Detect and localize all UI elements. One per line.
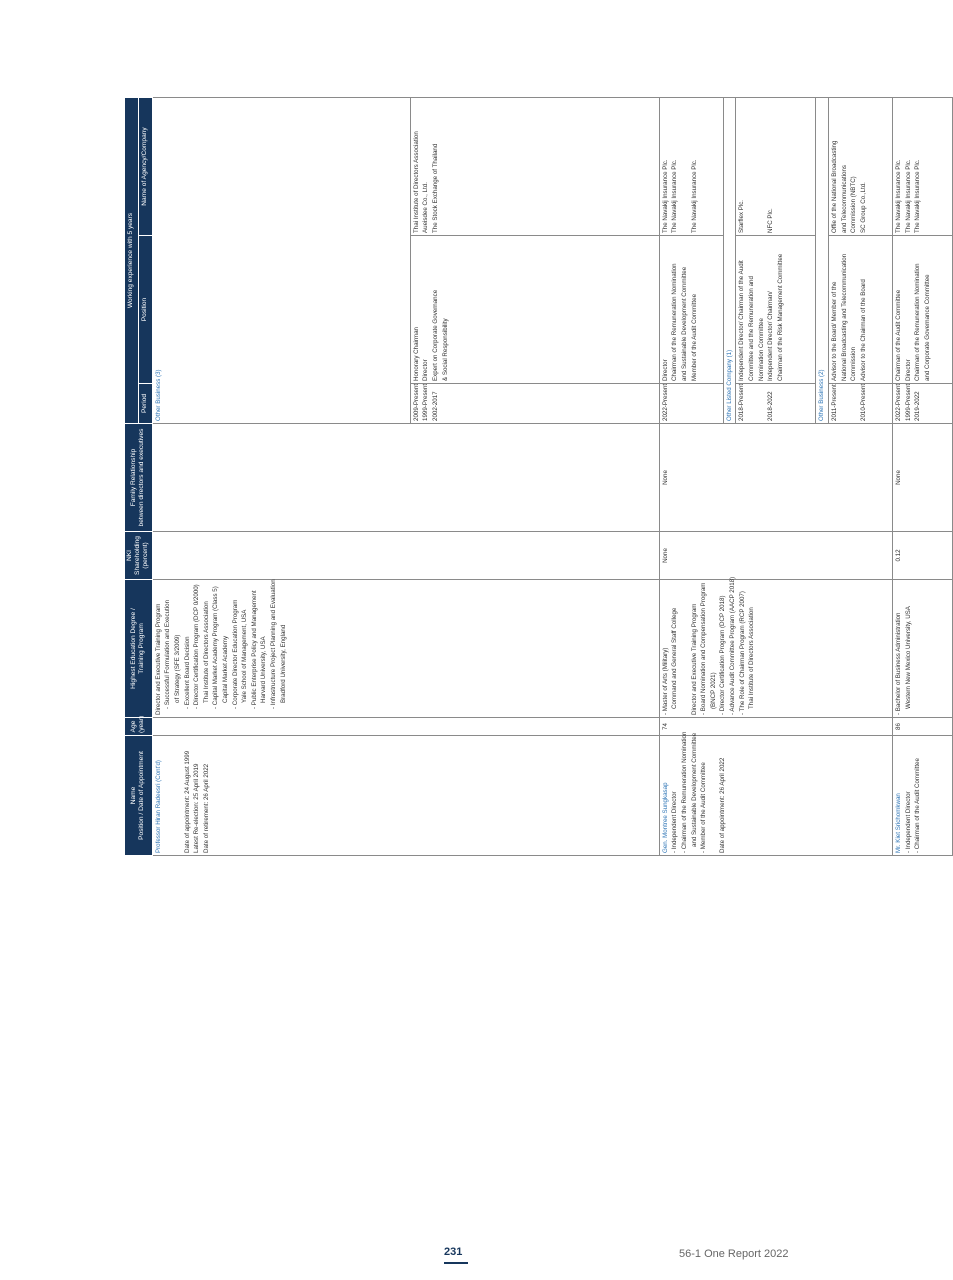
page-number-underline xyxy=(444,1262,468,1264)
education-line: - Advance Audit Committee Program (AACP 2018) xyxy=(728,576,736,715)
name-line: - Member of the Audit Committee xyxy=(700,762,708,853)
education-line: - Successful Formulation and Execution xyxy=(164,599,172,709)
position-value: Chairman of the Remuneration Nomination xyxy=(914,263,922,381)
position-value: & Social Responsibility xyxy=(441,318,449,381)
education-line: Yale School of Management, USA xyxy=(241,609,249,703)
section-title-other-listed: Other Listed Company (1) xyxy=(723,98,736,424)
education-line: (BNCP 2021) xyxy=(709,672,717,709)
position-value: Expert on Corporate Governance xyxy=(431,289,439,381)
cell-company xyxy=(410,98,659,236)
company-value: The Navakij Insurance Plc. xyxy=(914,159,922,233)
period-value: 2019-2022 xyxy=(914,391,922,421)
director-name: Mr. Kiet Srichomkwan xyxy=(894,793,902,853)
cell-company xyxy=(659,98,723,236)
cell-age: 86 xyxy=(892,718,952,736)
period-value: 2010-Present xyxy=(859,383,867,421)
cell-shareholding: None xyxy=(659,532,892,580)
education-line: Harvard University, USA xyxy=(260,636,268,703)
company-value: The Navakij Insurance Plc. xyxy=(904,159,912,233)
cell-education xyxy=(892,580,952,718)
education-line: - Capital Market Academy Program (Class 5) xyxy=(212,586,220,709)
company-value xyxy=(757,100,767,233)
table-header-row-1 xyxy=(125,98,139,856)
company-value: Commission (NBTC) xyxy=(850,176,858,233)
education-line: - Bachelor of Business Administration xyxy=(894,612,902,715)
section-title-other-business: Other Business (2) xyxy=(816,98,829,424)
company-value: Offie of the National Broadcasting xyxy=(830,140,838,233)
cell-company xyxy=(892,98,952,236)
period-value: 2022-Present xyxy=(661,383,669,421)
cell-period xyxy=(736,384,816,424)
company-value: Thai Institute of Directors Association xyxy=(412,131,420,233)
period-value xyxy=(747,386,757,421)
header-family: Family Relationship between directors and executives xyxy=(125,424,153,532)
position-value: Advisor to the Board/ Member of the xyxy=(830,281,838,381)
cell-company xyxy=(828,98,892,236)
education-line: Director and Executive Training Program xyxy=(690,603,698,715)
name-line: and Sustainable Development Committee xyxy=(690,732,698,847)
header-name: Name Position / Date of Appointment xyxy=(125,736,153,856)
cell-position xyxy=(892,236,952,384)
position-value: Director xyxy=(661,359,669,381)
header-age: Age (year) xyxy=(125,718,153,736)
position-value: Chairman of the Remuneration Nomination xyxy=(671,263,679,381)
position-value: Director xyxy=(904,359,912,381)
education-line: - Infrastructure Project Planning and Evaluation xyxy=(270,579,278,709)
cell-age: 74 xyxy=(659,718,892,736)
position-value: and Sustainable Development Committee xyxy=(680,266,688,381)
header-education: Highest Education Degree / Training Program xyxy=(125,580,153,718)
name-line: - Chairman of the Audit Committee xyxy=(914,758,922,853)
cell-period xyxy=(892,384,952,424)
name-line: - Independent Director xyxy=(904,791,912,853)
company-value: The Navakij Insurance Plc. xyxy=(690,159,698,233)
cell-shareholding: 0.12 xyxy=(892,532,952,580)
company-value: NFC Plc. xyxy=(767,208,775,233)
education-line: - Board Nomination and Compensation Program xyxy=(700,582,708,715)
retirement-date: Date of retirement: 26 April 2022 xyxy=(202,763,210,853)
position-value: Advisor to the Chairman of the Board xyxy=(859,279,867,381)
cell-period xyxy=(659,384,723,424)
education-line xyxy=(680,582,690,715)
position-value: Chairman of the Audit Committee xyxy=(894,289,902,381)
company-value xyxy=(680,100,690,233)
education-line: - Director Certification Program (DCP 2018) xyxy=(719,595,727,715)
name-line: - Chairman of the Remuneration Nomination xyxy=(680,731,688,853)
appointment-date: Date of appointment: 26 April 2022 xyxy=(719,757,727,853)
education-line: - Excellent Board Decision xyxy=(183,636,191,709)
re-election-date: Latest Re-election: 25 April 2019 xyxy=(193,763,201,853)
cell-period xyxy=(410,384,659,424)
company-value: and Telecommunications xyxy=(840,165,848,233)
cell-education xyxy=(152,580,659,718)
cell-position xyxy=(659,236,723,384)
education-line: Western New Mexico University, USA xyxy=(904,606,912,709)
period-value: 2022-Present xyxy=(894,383,902,421)
table-row xyxy=(659,98,723,856)
header-company: Name of Agency/Company xyxy=(138,98,152,236)
period-value: 1999-Present xyxy=(904,383,912,421)
company-value xyxy=(747,100,757,233)
appointment-date: Date of appointment: 24 August 1999 xyxy=(183,750,191,853)
rotated-table-container xyxy=(124,98,931,856)
page-number: 231 xyxy=(444,1246,463,1258)
period-value: 2009-Present xyxy=(412,383,420,421)
cell-age xyxy=(152,718,659,736)
cell-name xyxy=(152,736,659,856)
company-value: The Navakij Insurance Plc. xyxy=(894,159,902,233)
position-value: Commission xyxy=(850,346,858,381)
education-line: Thai Institute of Directors Association xyxy=(202,601,210,703)
position-value: Chairman of the Risk Management Committee xyxy=(776,253,784,381)
position-value: Independent Director/ Chairman/ xyxy=(767,291,775,381)
period-value xyxy=(840,386,850,421)
education-line: Bradford University, England xyxy=(279,624,287,703)
period-value xyxy=(849,386,859,421)
name-line xyxy=(709,738,719,853)
position-value: and Corporate Governance Committee xyxy=(923,274,931,381)
cell-name xyxy=(659,731,892,856)
company-value: SC Group Co.,Ltd. xyxy=(859,182,867,233)
director-profile-table-rotated xyxy=(124,98,931,856)
name-line xyxy=(163,738,173,853)
company-value: Aueisdee Co., Ltd. xyxy=(422,182,430,233)
period-value xyxy=(757,386,767,421)
position-value: Director xyxy=(422,359,430,381)
report-name: 56-1 One Report 2022 xyxy=(679,1248,789,1260)
education-line: Command and General Staff College xyxy=(671,607,679,709)
period-value: 2011-Present xyxy=(830,384,838,421)
company-value: Starflex Plc. xyxy=(738,199,746,233)
cell-name xyxy=(892,736,952,856)
position-value: Independent Director/ Chairman of the Audit xyxy=(738,260,746,381)
company-value: The Navakij Insurance Plc. xyxy=(661,159,669,233)
director-profile-table xyxy=(124,97,953,856)
director-name: Professor Hiran Radeesri (Cont'd) xyxy=(154,760,162,853)
table-row xyxy=(892,98,952,856)
cell-shareholding xyxy=(152,532,659,580)
header-working-experience: Working experience with 5 years xyxy=(125,98,139,424)
cell-position xyxy=(410,236,659,384)
education-line: - Corporate Director Education Program xyxy=(231,599,239,709)
period-value: 2018-Present xyxy=(738,383,746,421)
header-position: Position xyxy=(138,236,152,384)
position-value: National Broadcasting and Telecommunication xyxy=(840,253,848,381)
header-shareholding: NKI Shareholding (percent) xyxy=(125,532,153,580)
company-value: The Navakij Insurance Plc. xyxy=(671,159,679,233)
education-line: Director and Executive Training Program xyxy=(154,603,162,715)
position-value: Committee and the Remuneration and xyxy=(747,276,755,381)
cell-family: None xyxy=(659,424,892,532)
education-line: of Strategy (SFE 3/2009) xyxy=(173,634,181,703)
table-row xyxy=(152,98,410,856)
period-value: 2002-2017 xyxy=(431,391,439,421)
cell-company xyxy=(736,98,816,236)
header-period: Period xyxy=(138,384,152,424)
cell-period xyxy=(828,384,892,424)
director-name: Gen. Montree Sungkasap xyxy=(661,782,669,853)
position-value: Nomination Committee xyxy=(757,318,765,381)
education-line: - Director Certification Program (DCP 0/2000) xyxy=(193,584,201,709)
cell-family: None xyxy=(892,424,952,532)
education-line: Thai Institute of Directors Association xyxy=(748,607,756,709)
period-value: 1999-Present xyxy=(422,383,430,421)
position-value: Member of the Audit Committee xyxy=(690,293,698,381)
education-line: - The Role of Chairman Program (RCP 2007) xyxy=(738,591,746,715)
name-line: - Independent Director xyxy=(671,791,679,853)
education-line: - Master of Arts (Military) xyxy=(661,647,669,715)
section-title-other-business: Other Business (3) xyxy=(152,98,410,424)
education-line: Capital Market Academy xyxy=(221,635,229,703)
education-line: - Public Enterprise Policy and Management xyxy=(250,590,258,709)
position-value: Honorary Chairman xyxy=(412,327,420,381)
cell-position xyxy=(828,236,892,384)
period-value: 2018-2022 xyxy=(767,391,775,421)
cell-family xyxy=(152,424,659,532)
company-value: The Stock Exchange of Thailand xyxy=(431,143,439,233)
cell-position xyxy=(736,236,816,384)
cell-education xyxy=(659,576,892,718)
name-line xyxy=(173,738,183,853)
